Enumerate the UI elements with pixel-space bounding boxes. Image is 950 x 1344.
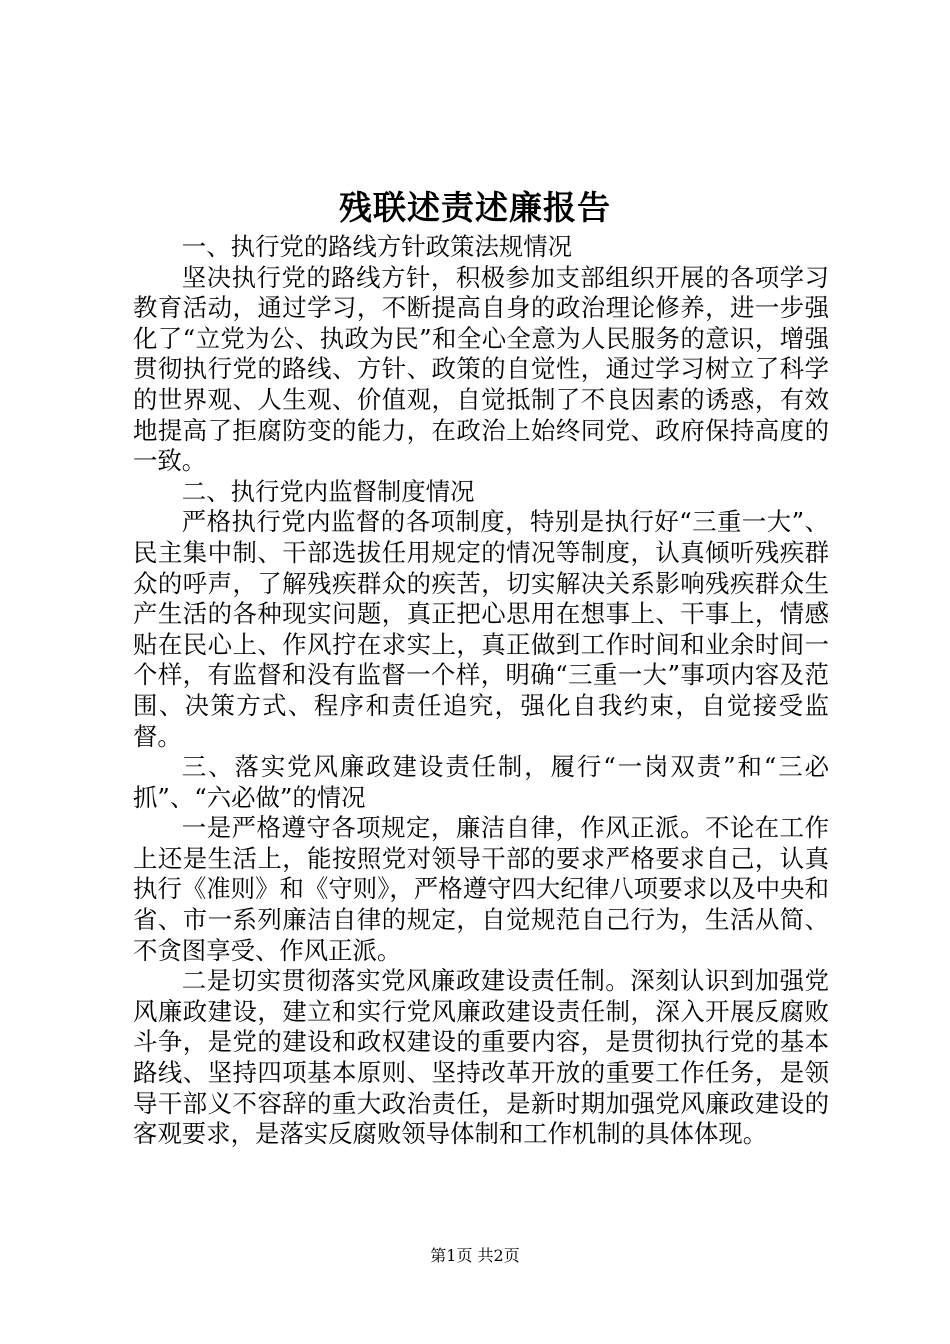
document-body xyxy=(133,232,829,1150)
paragraph-4: 二是切实贯彻落实党风廉政建设责任制。深刻认识到加强党风廉政建设，建立和实行党风廉政建设责任制，深入开展反腐败斗争，是党的建设和政权建设的重要内容，是贯彻执行党的基本路线、坚持四项基本原则、坚持改革开放的重要工作任务，是领导干部义不容辞的重大政治责任，是新时期加强党风廉政建设的客观要求，是落实反腐败领导体制和工作机制的具体体现。 xyxy=(133,966,829,1149)
paragraph-1: 坚决执行党的路线方针，积极参加支部组织开展的各项学习教育活动，通过学习，不断提高自身的政治理论修养，进一步强化了“立党为公、执政为民”和全心全意为人民服务的意识，增强贯彻执行党的路线、方针、政策的自觉性，通过学习树立了科学的世界观、人生观、价值观，自觉抵制了不良因素的诱惑，有效地提高了拒腐防变的能力，在政治上始终同党、政府保持高度的一致。 xyxy=(133,262,829,476)
document-title: 残联述责述廉报告 xyxy=(339,188,611,227)
section-heading-1: 一、执行党的路线方针政策法规情况 xyxy=(181,232,573,261)
paragraph-2: 严格执行党内监督的各项制度，特别是执行好“三重一大”、民主集中制、干部选拔任用规定的情况等制度，认真倾听残疾群众的呼声，了解残疾群众的疾苦，切实解决关系影响残疾群众生产生活的各种现实问题，真正把心思用在想事上、干事上，情感贴在民心上、作风拧在求实上，真正做到工作时间和业余时间一个样，有监督和没有监督一个样，明确“三重一大”事项内容及范围、决策方式、程序和责任追究，强化自我约束，自觉接受监督。 xyxy=(133,507,829,751)
paragraph-3: 一是严格遵守各项规定，廉洁自律，作风正派。不论在工作上还是生活上，能按照党对领导干部的要求严格要求自己，认真执行《准则》和《守则》，严格遵守四大纪律八项要求以及中央和省、市一系列廉洁自律的规定，自觉规范自己行为，生活从简、不贪图享受、作风正派。 xyxy=(133,813,829,965)
section-heading-2: 二、执行党内监督制度情况 xyxy=(181,476,475,506)
page-number-footer: 第1页 共2页 xyxy=(430,1246,520,1265)
section-heading-3: 三、落实党风廉政建设责任制，履行“一岗双责”和“三必抓”、“六必做”的情况 xyxy=(133,752,829,812)
